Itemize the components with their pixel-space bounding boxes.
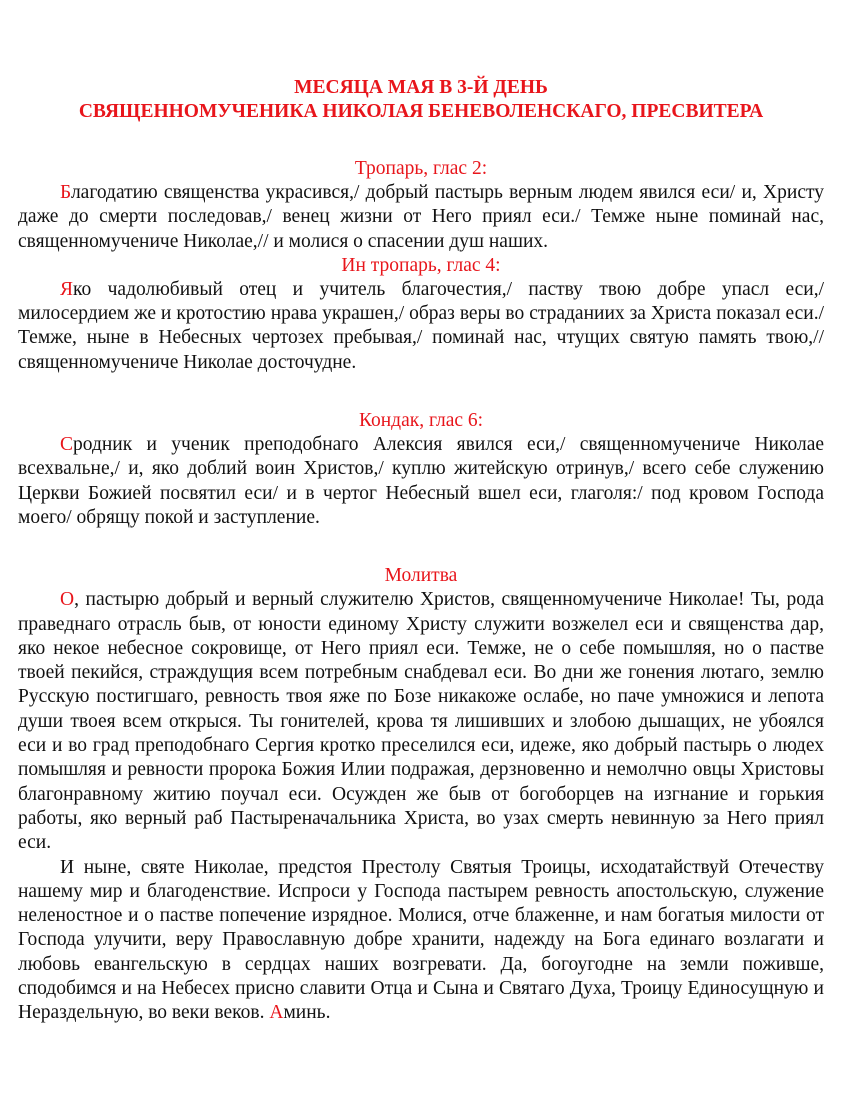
troparion2-heading: Ин тропарь, глас 4: (341, 254, 501, 276)
troparion-initial: Б (60, 182, 71, 203)
troparion-body: лагодатию священства украсився,/ добрый пастырь верным людем явился еси/ и, Христу даже до смерти последовав,/ венец жизни от Него приял еси./ Темже ныне поминай нас, священномучениче Николае,// и молися о спасении душ наших. (18, 182, 824, 252)
kontakion-body: родник и ученик преподобнаго Алексия явился еси,/ священномучениче Николае всехвальне,/ и, яко доблий воин Христов,/ куплю житейскую отринув,/ всего себе служению Церкви Божией посвятил еси/ и в чертог Небесный вшел еси, глаголя:/ под кровом Господа моего/ обрящу покой и заступление. (18, 434, 824, 528)
troparion2-initial: Я (60, 278, 74, 300)
prayer-body-1: , пастырю добрый и верный служителю Христов, священномучениче Николае! Ты, рода праведнаго отрасль быв, от юности единому Христу служити возжелел еси и священства дар, яко некое небесное сокровище, от Него приял еси. Темже, не о себе помышляя, но о пастве твоей пекийся, страждущия всем потребным снабдевал еси. Во дни же гонения лютаго, землю Русскую постигшаго, ревность твоя яже по Бозе никакоже ослабе, но паче умножися и лепота души твоея всем открыся. Ты гонителей, крова тя лишивших и злобою дышащих, не убоялся еси и во град преподобнаго Сергия кротко преселился еси, идеже, яко добрый пастырь о людех помышляя и ревности пророка Божия Илии подражая, дерзновенно и немолчно овцы Христовы благонравному житию поучал еси. Осужден же быв от богоборцев на изгнание и горькия работы, яко верный раб Пастыреначальника Христа, во узах смерть невинную за Него приял еси. (18, 589, 824, 854)
kontakion-heading: Кондак, глас 6: (358, 410, 484, 432)
troparion-text (18, 181, 824, 254)
troparion-heading: Тропарь, глас 2: (354, 158, 488, 179)
troparion2-body: ко чадолюбивый отец и учитель благочестия,/ паству твою добре упасл еси,/ милосердием же и кротостию нрава украшен,/ образ веры во страданиих за Христа показал еси./ Темже, ныне в Небесных чертозех пребывая,/ поминай нас, чтущих святую память твою,// священномучениче Николае досточудне. (18, 278, 824, 373)
prayer-initial: О (60, 589, 75, 611)
amin-rest: минь. (283, 1002, 331, 1024)
prayer-heading: Молитва (384, 565, 458, 587)
troparion2-text (18, 278, 824, 375)
kontakion-initial: С (60, 434, 74, 456)
title-line-1: МЕСЯЦА МАЯ В 3-Й ДЕНЬ (294, 77, 548, 98)
prayer-body-2: И ныне, святе Николае, предстоя Престолу Святыя Троицы, исходатайствуй Отечеству нашему мир и благоденствие. Испроси у Господа пастырем ревность апостольскую, служение неленостное и о пастве попечение изрядное. Молися, отче блаженне, и нам богатыя милости от Господа улучити, веру Православную добре хранити, надежду на Бога единаго возлагати и любовь евангельскую в сердцах наших возгревати. Да, богоугодне на земли поживше, сподобимся и на Небесех присно славити Отца и Сына и Святаго Духа, Троицу Единосущную и Нераздельную, во веки веков. (18, 856, 824, 1024)
prayer-text-2 (18, 856, 824, 1026)
kontakion-text (18, 433, 824, 530)
page-title (18, 76, 824, 124)
amin-initial: А (269, 1002, 284, 1024)
prayer-text-1 (18, 588, 824, 855)
title-line-2: СВЯЩЕННОМУЧЕНИКА НИКОЛАЯ БЕНЕВОЛЕНСКАГО, ПРЕСВИТЕРА (78, 101, 764, 122)
